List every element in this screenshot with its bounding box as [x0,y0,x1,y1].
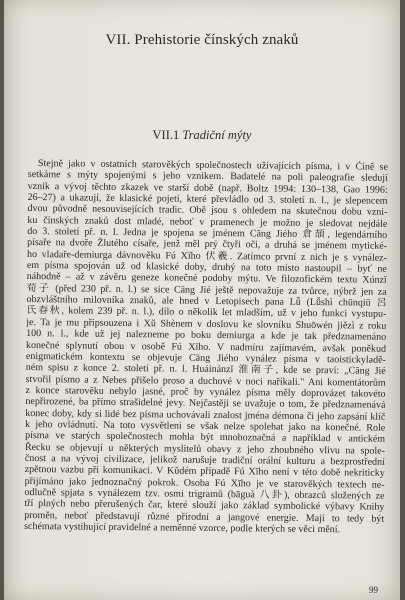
text-line: 26–27) a ukazují, že klasické pojetí, které převládlo od 3. století n. l., je slepencem [27,192,388,207]
text-line: je. Ta je mu připsouzena i Xǔ Shènem v doslovu ke slovníku Shuōwén jiězì z roku [26,316,387,332]
body-text [24,158,388,536]
text-line: zpětnou vazbu při komunikaci. V Kǔdém případě Fú Xīho není v této době nekriticky [24,464,385,480]
text-line: k jeho ovládnutí. Na toto vysvětlení se však nelze spolehat jako na konečné. Role [25,418,386,434]
text-line: tří plných nebo přerušených čar, které slouží jako základ symbolické výbavy Knihy [24,498,385,514]
text-line: dvou původně nesouvisejících tradic. Obě jsou s ohledem na skutečnou dobu vzni- [27,203,388,219]
text-line: náhodně – až v závěru geneze konečné podoby mýtu. Ve filozofickém textu Xúnzǐ [26,271,387,287]
text-line: konečné splynutí obou v osobě Fú Xīho. V nadmíru zajímavém, avšak poněkud [25,339,387,355]
text-line: schémata vystihující pravidelné a neměnné vzorce, podle kterých se věci mění. [24,520,341,536]
text-line: obzvláštního milovníka znaků, ale hned v Letopisech pana Lǚ (Lǚshì chūnqiū 呂 [26,294,387,309]
text-line: písaře na dvoře Žlutého císaře, jenž měl prý čtyři oči, a druhá se jménem mytické- [27,237,388,253]
text-line: ku čínských znaků dost mladé, neboť v pramenech je možno je sledovat nejdále [27,214,388,230]
page-number: 99 [369,585,378,595]
text-line: vznik a vývoj těchto zkazek ve starší době (např. Boltz 1994: 130–138, Gao 1996: [27,180,388,196]
text-line: Stejně jako v ostatních starověkých společnostech užívajících písma, i v Číně se [37,158,388,173]
section-number: VII.1 [152,128,180,142]
text-line: em písma spojován už od klasické doby, druhý na toto místo nastoupil – byť ne [26,260,387,275]
text-line: 荀子 (před 230 př. n. l.) se sice Cāng Jié ještě nepovažuje za tvůrce, nýbrž jen za [26,282,387,298]
text-line: odlučně spjata s vynálezem tzv. osmi trigramů (bāguà 八卦), obrazců složených ze [24,486,385,502]
text-line: čnost a na vývoj civilizace, jelikož narušuje tradiční orální kulturu a bezprostřední [24,452,385,468]
text-line: do 3. století př. n. l. Jedna je spojena se jménem Cāng Jiého 倉頡, legendárního [27,226,388,241]
text-line: písma ve starých společnostech mohla být mnohoznačná a například v antickém [25,430,386,446]
text-line: 氏春秋, kolem 239 př. n. l.), dílo o několik let mladším, už v jeho funkci vystupu- [26,305,387,321]
text-line: ném spisu z konce 2. století př. n. l. Huáinánzǐ 淮南子, kde se praví: „Cāng Jié [25,362,386,377]
text-line: Řecku se objevují u některých myslitelů obavy z jeho zhoubného vlivu na spole- [24,441,386,457]
text-line: konec doby, kdy si lidé bez písma uchovávali znalost jména démona či jeho zapsání klíč [25,407,386,423]
text-line: 100 n. l., kde už jej nalezneme po boku demiurga a kde je tak předznamenáno [26,328,387,343]
text-line: ho vladaře-demiurga dávnověku Fú Xīho 伏羲. Zatímco první z nich je s vynález- [26,248,388,264]
text-line: setkáme s mýty spojenými s jeho vznikem. Badatelé na poli paleografie sledují [27,169,388,185]
text-line: nepřirozené, ba přímo strašidelné jevy. Nejčastěji se uvažuje o tom, že předznamenává [25,396,386,411]
section-title: Tradiční mýty [182,128,252,142]
text-line: stvořil písmo a z Nebes přišelo proso a duchové v noci naříkali." Ani komentátorům [25,373,386,389]
chapter-title: VII. Prehistorie čínských znaků [105,32,299,48]
book-page [4,0,400,600]
text-line: proměn, neboť představují různé přírodní a jangové energie. Mají to tedy být [24,509,385,525]
section-heading [4,128,400,143]
text-line: enigmatickém kontextu se objevuje Cāng Jiého vynález písma v taoistickyladě- [25,350,386,366]
text-line: přijímáno jako jednoznačný pokrok. Osoba Fú Xīho je ve starověkých textech ne- [24,475,385,491]
text-line: z konce starověku nebylo jasné, proč by vynález písma měly doprovázet takovéto [25,384,386,400]
